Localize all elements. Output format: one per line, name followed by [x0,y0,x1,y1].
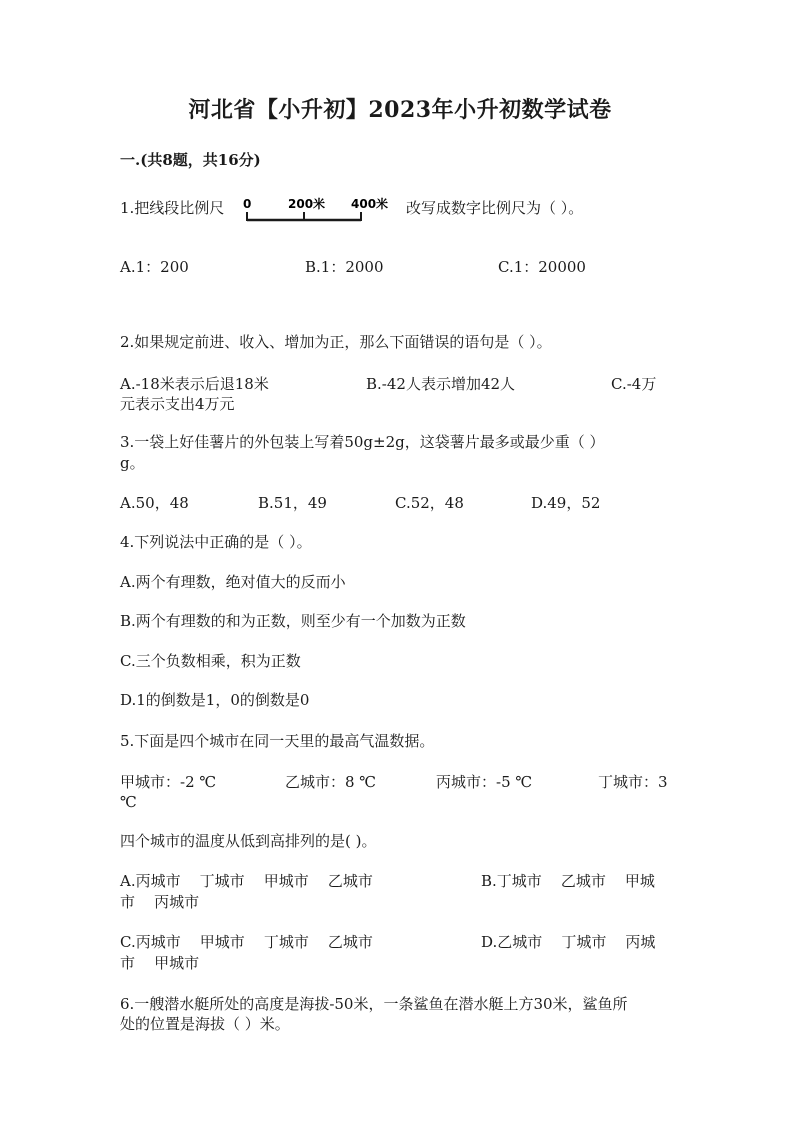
q2-option-b: B.-42人表示增加42人 [366,375,516,393]
q1-option-c: C.1：20000 [498,258,586,276]
q2-option-c-line1: C.-4万 [611,375,657,393]
q5-option-c: C.丙城市 甲城市 丁城市 乙城市 [120,933,373,951]
section-heading: 一.(共8题，共16分) [120,151,261,169]
q3-option-a: A.50，48 [120,494,189,512]
q6-stem-line1: 6.一艘潜水艇所处的高度是海拔-50米，一条鲨鱼在潜水艇上方30米，鲨鱼所 [120,995,628,1013]
scale-label-200: 200米 [288,197,326,211]
q4-option-a: A.两个有理数，绝对值大的反而小 [120,573,346,591]
scale-label-0: 0 [243,197,252,211]
q3-option-b: B.51，49 [258,494,327,512]
q2-stem: 2.如果规定前进、收入、增加为正，那么下面错误的语句是（ ）。 [120,333,552,351]
q5-sub-stem: 四个城市的温度从低到高排列的是( )。 [120,832,377,850]
q2-option-c-line2: 元表示支出4万元 [120,395,235,413]
q5-city-ding: 丁城市：3 [598,773,668,791]
page-title: 河北省【小升初】2023年小升初数学试卷 [188,97,612,123]
q3-option-d: D.49，52 [531,494,601,512]
q5-option-d-line2: 市 甲城市 [120,954,200,972]
q3-stem-line1: 3.一袋上好佳薯片的外包装上写着50g±2g，这袋薯片最多或最少重（ ） [120,433,605,451]
line-scale-figure [243,196,389,226]
q5-city-bing: 丙城市：-5 ℃ [436,773,533,791]
q5-city-ding-unit: ℃ [120,793,137,811]
q1-stem-after: 改写成数字比例尺为（ ）。 [406,199,584,217]
q4-option-d: D.1的倒数是1，0的倒数是0 [120,691,310,709]
q4-option-b: B.两个有理数的和为正数，则至少有一个加数为正数 [120,612,466,630]
scale-label-400: 400米 [351,197,389,211]
q5-stem: 5.下面是四个城市在同一天里的最高气温数据。 [120,732,435,750]
q1-option-b: B.1：2000 [305,258,384,276]
q3-stem-line2: g。 [120,454,145,472]
q4-stem: 4.下列说法中正确的是（ ）。 [120,533,312,551]
q1-stem-before: 1.把线段比例尺 [120,199,225,217]
q5-option-a: A.丙城市 丁城市 甲城市 乙城市 [120,872,373,890]
q5-city-jia: 甲城市：-2 ℃ [120,773,217,791]
q2-option-a: A.-18米表示后退18米 [120,375,269,393]
q3-option-c: C.52，48 [395,494,464,512]
q6-stem-line2: 处的位置是海拔（ ）米。 [120,1015,290,1033]
q5-option-b-line1: B.丁城市 乙城市 甲城 [481,872,655,890]
q5-option-d-line1: D.乙城市 丁城市 丙城 [481,933,656,951]
q1-option-a: A.1：200 [120,258,189,276]
q4-option-c: C.三个负数相乘，积为正数 [120,652,301,670]
q5-city-yi: 乙城市：8 ℃ [285,773,377,791]
q5-option-b-line2: 市 丙城市 [120,893,200,911]
